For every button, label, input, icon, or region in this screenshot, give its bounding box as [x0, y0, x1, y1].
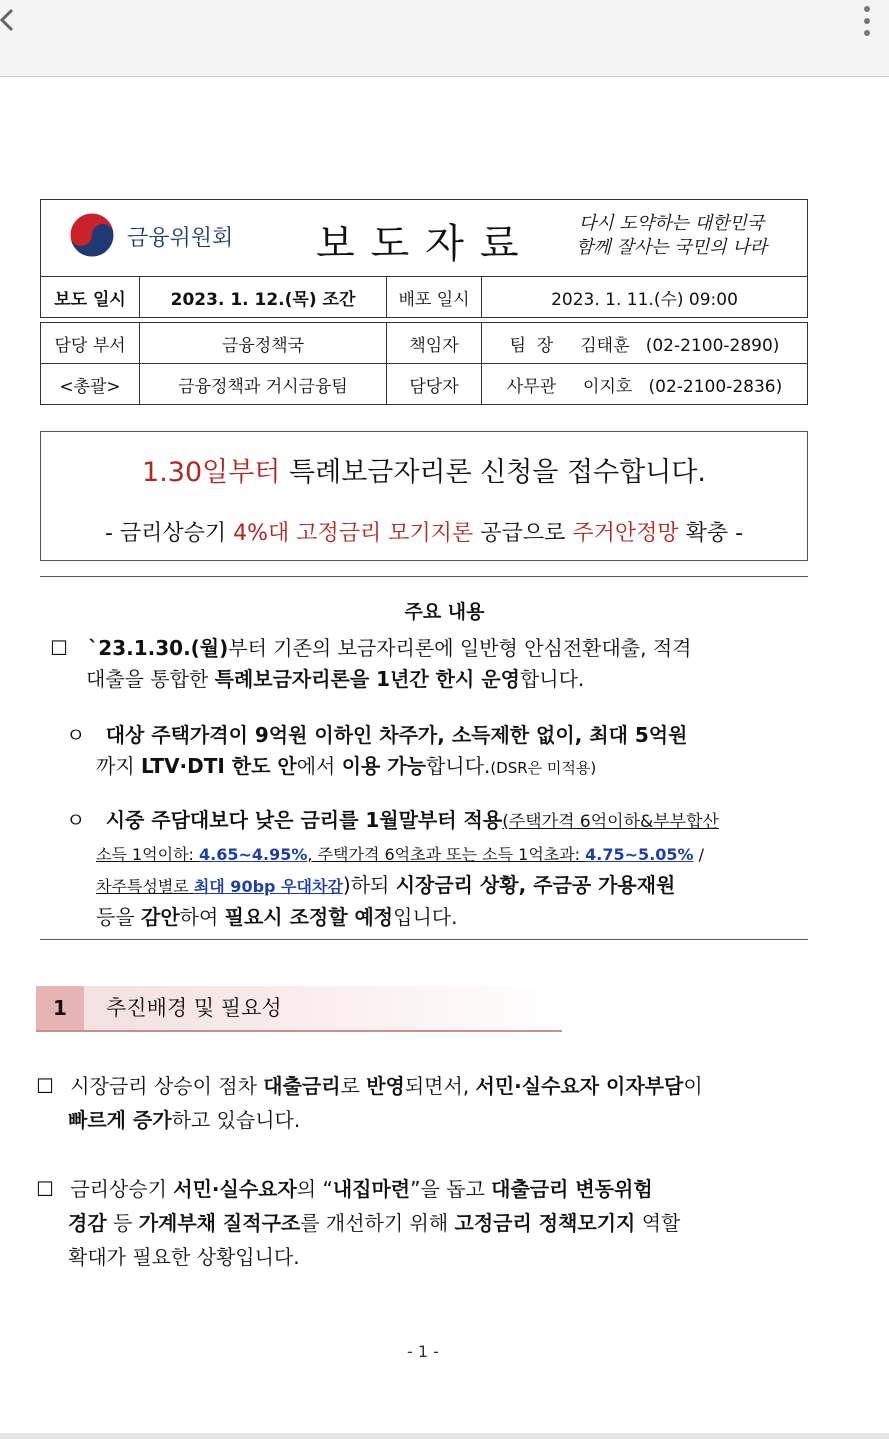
staff-label: 담당자 [387, 364, 482, 405]
subtitle-d: 주거안정망 [572, 521, 679, 546]
government-slogan [576, 212, 767, 260]
headline-box [40, 431, 808, 561]
summary-bullet-1 [50, 633, 810, 695]
c2-bold: 시중 주담대보다 낮은 금리를 1월말부터 적용 [105, 808, 503, 832]
c2-paren: (주택가격 6억이하&부부합산 [502, 812, 719, 832]
c1-b: 에서 [296, 754, 342, 778]
subtitle-a: - 금리상승기 [104, 521, 234, 546]
staff-value: 사무관 이지호 (02-2100-2836) [482, 364, 808, 405]
section-1-paragraph-1 [36, 1069, 810, 1137]
p2-j: 를 개선하기 위해 [300, 1211, 455, 1235]
c1-note: (DSR은 미적용) [490, 759, 597, 777]
p2-b: 서민·실수요자 [173, 1177, 297, 1201]
team-value: 금융정책과 거시금융팀 [140, 364, 387, 405]
distribute-value: 2023. 1. 11.(수) 09:00 [482, 277, 808, 318]
c2-adjust: 필요시 조정할 예정 [224, 905, 394, 929]
c2-slash: / [693, 845, 705, 864]
press-release-header [40, 199, 808, 405]
p2-f: 대출금리 변동위험 [491, 1177, 653, 1201]
c2-end: 입니다. [393, 905, 458, 929]
subtitle-c: 공급으로 [473, 521, 573, 546]
checkbox-icon: ☐ [36, 1074, 54, 1098]
p2-g: 경감 [68, 1211, 107, 1235]
p2-e: ”을 돕고 [410, 1177, 492, 1201]
c1-end: 합니다. [425, 754, 491, 778]
p1-c: 로 [340, 1074, 367, 1098]
back-arrow-icon[interactable] [0, 4, 18, 34]
summary-sub-2 [66, 805, 806, 933]
p2-k: 고정금리 정책모기지 [454, 1211, 636, 1235]
b1-bold: 특례보금자리론을 1년간 한시 운영 [214, 667, 520, 691]
c2-income: 소득 1억이하: [96, 845, 200, 864]
header-banner [41, 200, 808, 277]
checkbox-icon: ☐ [36, 1177, 54, 1201]
c1-bold: 대상 주택가격이 9억원 이하인 차주가, 소득제한 없이, 최대 5억원 [105, 723, 688, 747]
p2-m: 확대가 필요한 상황입니다. [68, 1245, 300, 1269]
summary-sub-1 [66, 720, 806, 784]
section-title: 추진배경 및 필요성 [106, 996, 282, 1020]
p1-i: 하고 있습니다. [171, 1108, 301, 1132]
c2-consider: 감안 [141, 905, 180, 929]
p1-h: 빠르게 증가 [68, 1108, 172, 1132]
bottom-edge [0, 1433, 889, 1439]
summary-bottom-rule [40, 939, 808, 940]
p1-e: 되면서, [404, 1074, 476, 1098]
headline-title [41, 450, 807, 489]
headline-text: 특례보금자리론 신청을 접수합니다. [280, 457, 706, 488]
b1-text: 부터 기존의 보금자리론에 일반형 안심전환대출, 적격 [228, 636, 692, 660]
circle-bullet-icon: ㅇ [66, 808, 86, 832]
org-name: 금융위원회 [127, 226, 234, 251]
b1-date: `23.1.30.(월) [88, 636, 229, 660]
dept-label: 담당 부서 [41, 323, 140, 364]
general-label: <총괄> [41, 364, 140, 405]
slogan-line-1: 다시 도약하는 대한민국 [578, 213, 765, 234]
section-1-paragraph-2 [36, 1172, 810, 1274]
c2-and: 하여 [179, 905, 225, 929]
p2-i: 가계부채 질적구조 [138, 1211, 301, 1235]
p1-f: 서민·실수요자 이자부담 [475, 1074, 684, 1098]
more-options-icon[interactable] [862, 6, 872, 36]
p2-l: 역할 [635, 1211, 681, 1235]
dept-value: 금융정책국 [140, 323, 387, 364]
manager-label: 책임자 [387, 323, 482, 364]
b1-line2: 대출을 통합한 [86, 667, 215, 691]
p1-d: 반영 [366, 1074, 405, 1098]
release-value: 2023. 1. 12.(목) 조간 [140, 277, 387, 318]
c2-rate1: 4.65~4.95% [199, 845, 308, 864]
p1-a: 시장금리 상승이 점차 [70, 1074, 264, 1098]
c2-rate2: 4.75~5.05% [585, 845, 694, 864]
c1-a: 까지 [96, 754, 141, 778]
b1-end: 합니다. [519, 667, 585, 691]
headline-date: 1.30일부터 [142, 457, 281, 488]
slogan-line-2: 함께 잘사는 국민의 나라 [576, 237, 768, 258]
summary-heading: 주요 내용 [404, 601, 485, 623]
subtitle-e: 확충 - [678, 521, 744, 546]
fsc-emblem-icon [68, 211, 116, 259]
c2-discount: 최대 90bp 우대차감 [193, 877, 343, 896]
p2-h: 등 [106, 1211, 139, 1235]
release-label: 보도 일시 [41, 277, 140, 318]
p1-b: 대출금리 [263, 1074, 341, 1098]
c1-ltv: LTV·DTI 한도 안 [141, 754, 297, 778]
subtitle-b: 4%대 고정금리 모기지론 [233, 521, 474, 546]
press-release-title: 보도자료 [316, 221, 535, 267]
p1-g: 이 [683, 1074, 703, 1098]
page-number: - 1 - [407, 1342, 439, 1361]
browser-toolbar [0, 0, 889, 77]
c2-but: )하되 [342, 873, 396, 897]
section-1-header [36, 986, 562, 1032]
p2-c: 의 “ [296, 1177, 333, 1201]
c2-etc: 등을 [96, 905, 141, 929]
c1-use: 이용 가능 [341, 754, 426, 778]
c2-borrower: 차주특성별로 [96, 877, 194, 896]
c2-over: , 주택가격 6억초과 또는 소득 1억초과: [307, 845, 586, 864]
circle-bullet-icon: ㅇ [66, 723, 86, 747]
checkbox-icon: ☐ [50, 636, 68, 660]
headline-subtitle [41, 516, 807, 547]
p2-d: 내집마련 [332, 1177, 411, 1201]
manager-value: 팀 장 김태훈 (02-2100-2890) [482, 323, 808, 364]
c2-market: 시장금리 상황, 주금공 가용재원 [395, 873, 676, 897]
summary-top-rule [40, 576, 808, 577]
distribute-label: 배포 일시 [387, 277, 482, 318]
p2-a: 금리상승기 [70, 1177, 174, 1201]
section-number: 1 [36, 986, 84, 1030]
